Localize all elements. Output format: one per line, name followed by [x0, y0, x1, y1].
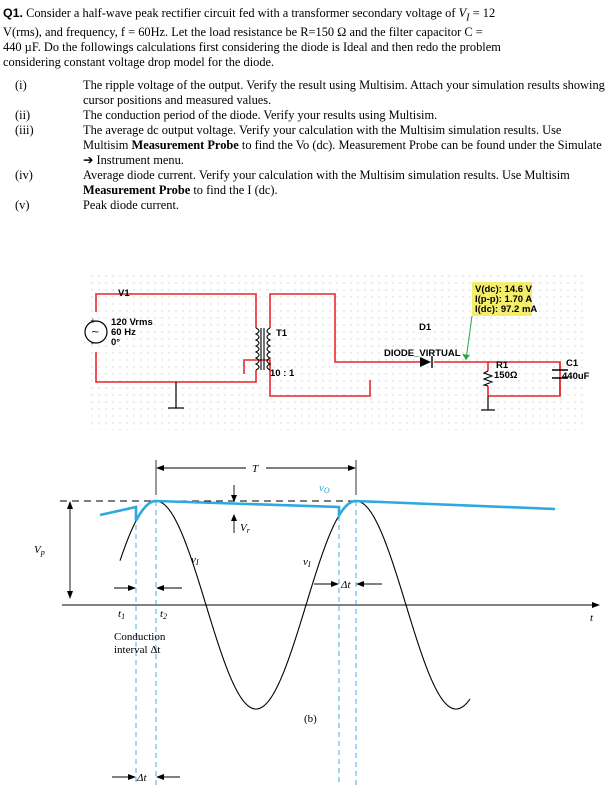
intro-text: Consider a half-wave peak rectifier circuit fed with a transformer secondary voltage of: [26, 6, 456, 20]
task-item-ii: [3, 108, 605, 123]
question-number: Q1.: [3, 6, 23, 20]
task-text: The conduction period of the diode. Verify your results using Multisim.: [83, 108, 438, 123]
vi-label-right: vI: [303, 556, 311, 569]
t1-arrow-icon: [128, 585, 136, 591]
task-item-iv: [3, 168, 605, 198]
t1-label: t1: [118, 608, 126, 621]
period-arrow-right-icon: [348, 465, 356, 471]
conduction-label-line1: Conduction: [114, 631, 166, 643]
period-arrow-left-icon: [156, 465, 164, 471]
svg-text:+: +: [90, 317, 96, 325]
transformer-name: T1: [276, 328, 288, 339]
capacitor-name: C1: [566, 358, 579, 369]
vp-arrow-up-icon: [67, 501, 73, 509]
vp-label: Vp: [34, 544, 45, 557]
time-axis-label: t: [590, 612, 594, 624]
vi-symbol: V: [458, 6, 467, 20]
source-frequency: 60 Hz: [111, 327, 136, 338]
dt-arrow-left-icon: [331, 581, 339, 587]
intro-line-2: V(rms), and frequency, f = 60Hz. Let the load resistance be R=150 Ω and the filter capacitor C =: [3, 25, 483, 40]
vp-arrow-down-icon: [67, 591, 73, 599]
task-text: [83, 168, 605, 198]
t2-label: t2: [160, 608, 168, 621]
capacitor-value: 440uF: [562, 371, 590, 382]
svg-text:-: -: [91, 340, 94, 348]
vo-label: vO: [319, 482, 330, 495]
circuit-schematic: [0, 268, 609, 438]
dt-bottom-arrow-right-icon: [156, 774, 164, 780]
task-item-iii: [3, 123, 605, 168]
svg-text:~: ~: [91, 327, 100, 338]
dt-bottom-arrow-left-icon: [128, 774, 136, 780]
task-list: [3, 78, 605, 213]
vi-label-left: vI: [191, 554, 199, 567]
task-text-a: The average dc output voltage. Verify your calculation with the Multisim simulation results. Use Multisim: [83, 123, 562, 153]
question-intro: [3, 6, 605, 25]
vr-arrow-up-icon: [231, 514, 237, 521]
task-text-b: to find the I (dc).: [190, 183, 278, 198]
probe-ipp: I(p-p): 1.70 A: [475, 294, 533, 305]
resistor-value: 150Ω: [494, 370, 518, 381]
task-item-v: [3, 198, 605, 213]
source-phase: 0°: [111, 337, 121, 348]
task-text: The ripple voltage of the output. Verify the result using Multisim. Attach your simulation results showing cursor positions and measured values.: [83, 78, 605, 108]
task-number: (iii): [15, 123, 34, 138]
vi-value: = 12: [472, 6, 496, 20]
task-number: (v): [15, 198, 30, 213]
figure-label: (b): [304, 713, 317, 725]
t2-arrow-icon: [156, 585, 164, 591]
transformer-ratio: 10 : 1: [270, 368, 295, 379]
vi-subscript: I: [466, 12, 470, 24]
time-axis-arrow-icon: [592, 602, 600, 608]
measurement-probe-term: Measurement Probe: [83, 183, 191, 198]
task-text: [83, 123, 605, 168]
task-item-i: [3, 78, 605, 108]
probe-vdc: V(dc): 14.6 V: [475, 284, 533, 295]
task-text: Peak diode current.: [83, 198, 179, 213]
probe-idc: I(dc): 97.2 mA: [475, 304, 538, 315]
task-text-a: Average diode current. Verify your calculation with the Multisim simulation results. Use Multisim: [83, 168, 570, 183]
question-text: [3, 6, 605, 213]
intro-line-3: 440 µF. Do the followings calculations first considering the diode is Ideal and then redo the problem: [3, 40, 501, 55]
diode-name: D1: [419, 322, 432, 333]
conduction-markers: [136, 501, 356, 785]
task-number: (iv): [15, 168, 33, 183]
conduction-label-line2: interval Δt: [114, 644, 161, 656]
resistor-name: R1: [496, 360, 509, 371]
task-number: (ii): [15, 108, 31, 123]
output-waveform: [100, 501, 555, 521]
vr-label: Vr: [240, 522, 250, 535]
task-text-b: to find the Vo (dc). Measurement Probe can be found under the Simulate ➔ Instrument menu.: [83, 138, 602, 168]
period-label: T: [252, 463, 259, 475]
source-name: V1: [118, 288, 130, 299]
dt-label-right: Δt: [341, 579, 351, 591]
dt-label-bottom: Δt: [137, 772, 147, 784]
task-number: (i): [15, 78, 27, 93]
dt-arrow-right-icon: [356, 581, 364, 587]
measurement-probe-term: Measurement Probe: [131, 138, 239, 153]
intro-line-4: considering constant voltage drop model for the diode.: [3, 55, 275, 70]
diode-model: DIODE_VIRTUAL: [384, 348, 461, 359]
waveform-figure: [0, 455, 609, 800]
source-voltage: 120 Vrms: [111, 317, 153, 328]
